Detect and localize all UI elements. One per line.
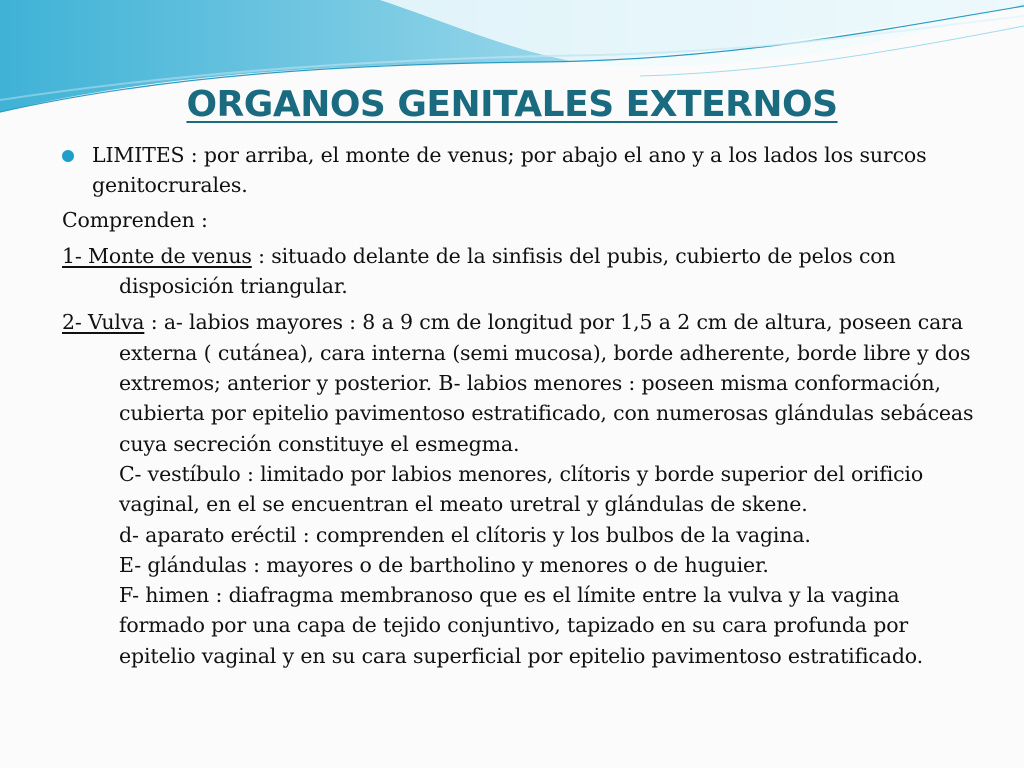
item2-line-c: C- vestíbulo : limitado por labios menores, clítoris y borde superior del orificio vaginal, en el se encuentran el meato uretral y glándulas de skene. bbox=[119, 461, 924, 517]
limits-text: LIMITES : por arriba, el monte de venus; por abajo el ano y a los lados los surcos genitocrurales. bbox=[92, 143, 927, 198]
item-monte-de-venus bbox=[62, 241, 974, 302]
item1-text: : situado delante de la sinfisis del pubis, cubierto de pelos con disposición triangular. bbox=[119, 243, 896, 299]
item2-line-f: F- himen : diafragma membranoso que es el límite entre la vulva y la vagina formado por una capa de tejido conjuntivo, tapizado en su cara profunda por epitelio vaginal y en su cara superficial por epitelio pavimentoso estratificado. bbox=[119, 583, 923, 668]
item2-line-d: d- aparato eréctil : comprenden el clítoris y los bulbos de la vagina. bbox=[119, 522, 811, 547]
slide-body bbox=[62, 140, 974, 677]
item1-term: 1- Monte de venus bbox=[62, 243, 252, 268]
item2-line-e: E- glándulas : mayores o de bartholino y menores o de huguier. bbox=[119, 552, 769, 577]
item-vulva bbox=[62, 307, 974, 671]
slide-title: ORGANOS GENITALES EXTERNOS bbox=[186, 84, 838, 125]
limits-bullet bbox=[62, 140, 974, 201]
comprenden-label: Comprenden : bbox=[62, 207, 208, 232]
bullet-dot-icon bbox=[62, 150, 74, 162]
item2-line-a: : a- labios mayores : 8 a 9 cm de longitud por 1,5 a 2 cm de altura, poseen cara externa ( cutánea), cara interna (semi mucosa), borde adherente, borde libre y dos extremos; anterior y posterior. B- labios menores : poseen misma conformación, cubierta por epitelio pavimentoso estratificado, con numerosas glándulas sebáceas cuya secreción constituye el esmegma. bbox=[119, 310, 974, 456]
item2-term: 2- Vulva bbox=[62, 310, 145, 335]
